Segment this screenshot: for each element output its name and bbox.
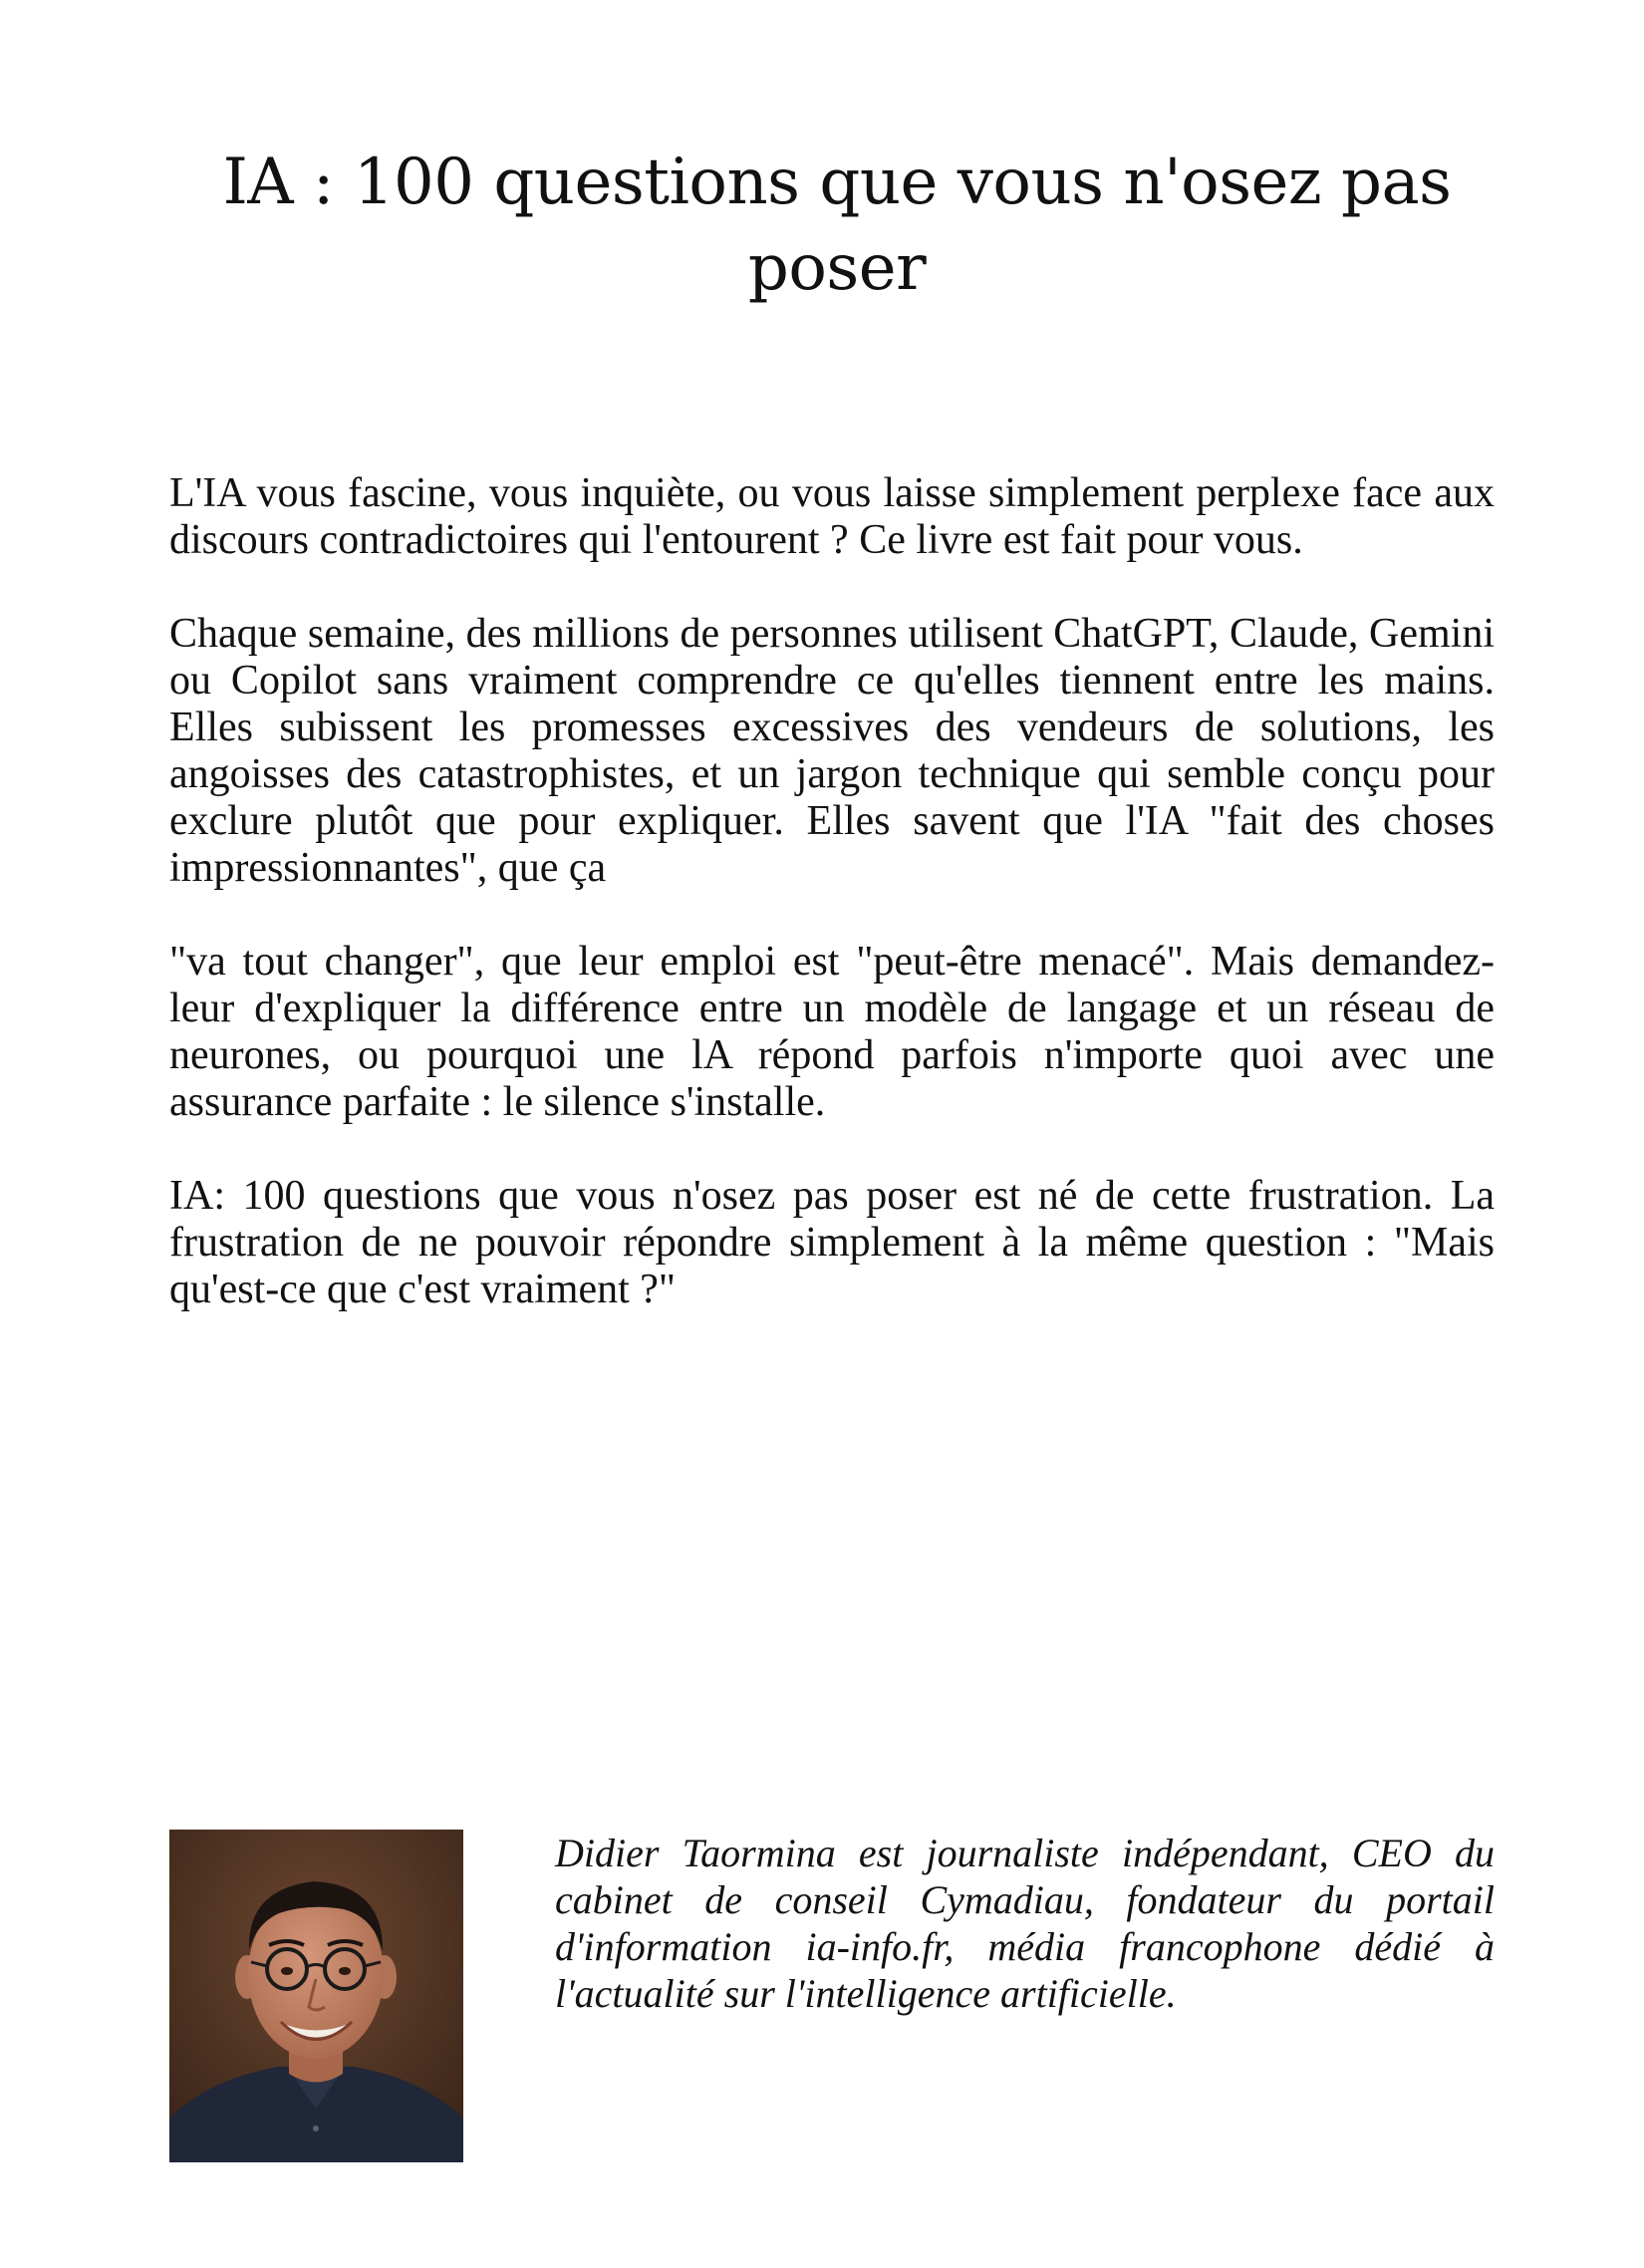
- back-cover-description: [169, 470, 1495, 1360]
- paragraph-continuation: "va tout changer", que leur emploi est "peut-être menacé". Mais demandez-leur d'expliquer la différence entre un modèle de langage et un réseau de neurones, ou pourquoi une lA répond parfois n'importe quoi avec une assurance parfaite : le silence s'installe.: [169, 939, 1495, 1125]
- paragraph-context: Chaque semaine, des millions de personnes utilisent ChatGPT, Claude, Gemini ou Copilot sans vraiment comprendre ce qu'elles tiennent entre les mains. Elles subissent les promesses excessives des vendeurs de solutions, les angoisses des catastrophistes, et un jargon technique qui semble conçu pour exclure plutôt que pour expliquer. Elles savent que l'IA "fait des choses impressionnantes", que ça: [169, 611, 1495, 891]
- paragraph-origin: IA: 100 questions que vous n'osez pas poser est né de cette frustration. La frustration de ne pouvoir répondre simplement à la même question : "Mais qu'est-ce que c'est vraiment ?": [169, 1173, 1495, 1312]
- paragraph-intro: L'IA vous fascine, vous inquiète, ou vous laisse simplement perplexe face aux discours contradictoires qui l'entourent ? Ce livre est fait pour vous.: [169, 470, 1495, 563]
- author-photo: [169, 1830, 463, 2162]
- author-bio: Didier Taormina est journaliste indépendant, CEO du cabinet de conseil Cymadiau, fondateur du portail d'information ia-info.fr, média francophone dédié à l'actualité sur l'intelligence artificielle.: [555, 1831, 1495, 2016]
- book-title: IA : 100 questions que vous n'osez pas poser: [222, 145, 1452, 305]
